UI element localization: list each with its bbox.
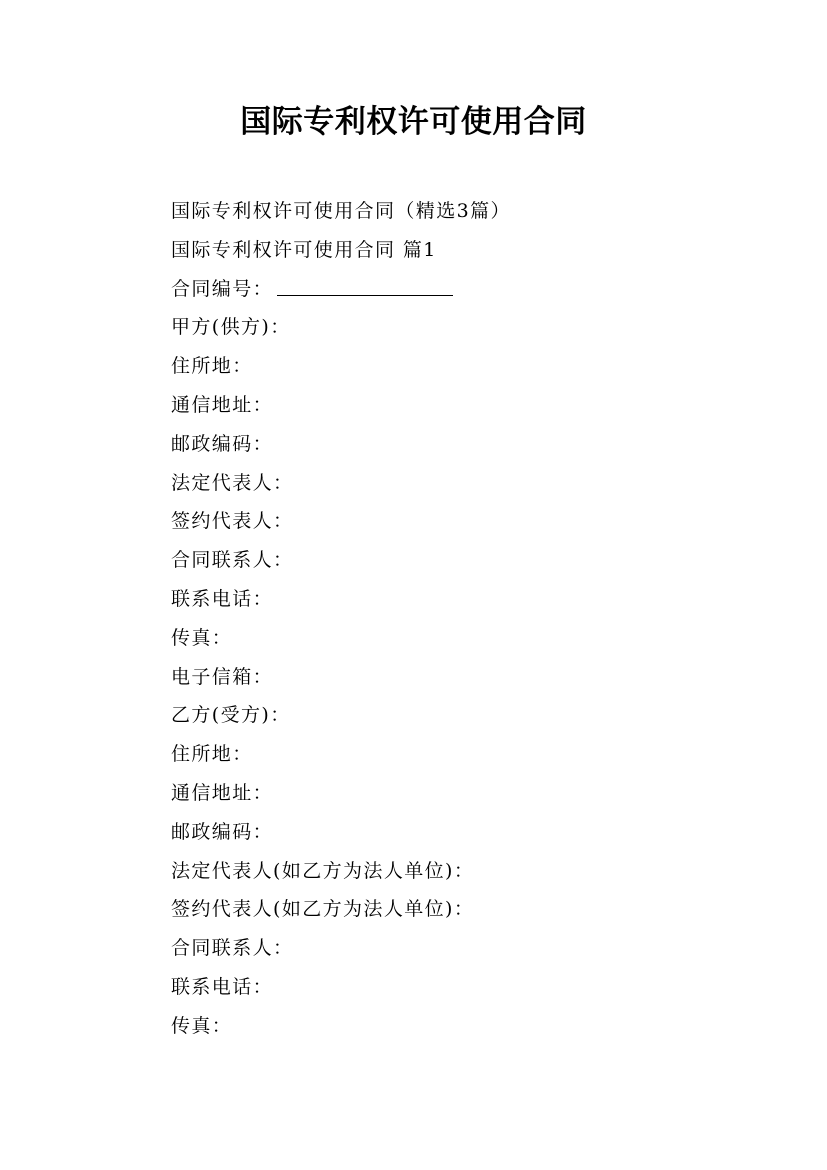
document-title: 国际专利权许可使用合同	[240, 104, 587, 140]
contract-number-label: 合同编号：	[171, 277, 274, 300]
party-b-address: 住所地：	[171, 743, 253, 766]
intro-line: 国际专利权许可使用合同（精选3篇）	[171, 200, 511, 222]
party-b-phone: 联系电话：	[171, 975, 274, 998]
party-a-phone: 联系电话：	[171, 587, 274, 610]
section-heading: 国际专利权许可使用合同 篇1	[171, 238, 437, 261]
party-b-signing-rep: 签约代表人(如乙方为法人单位)：	[171, 898, 475, 921]
party-a-legal-rep: 法定代表人：	[171, 471, 294, 494]
document-body	[171, 192, 771, 1046]
party-b-mailing-address: 通信地址：	[171, 781, 274, 804]
party-a-heading: 甲方(供方)：	[171, 316, 291, 339]
party-a-fax: 传真：	[171, 626, 233, 649]
party-a-signing-rep: 签约代表人：	[171, 510, 294, 533]
contract-number-field	[171, 270, 771, 309]
party-b-heading: 乙方(受方)：	[171, 704, 291, 727]
party-b-postal-code: 邮政编码：	[171, 820, 274, 843]
contract-number-blank	[277, 275, 453, 296]
party-a-postal-code: 邮政编码：	[171, 432, 274, 455]
party-b-legal-rep: 法定代表人(如乙方为法人单位)：	[171, 859, 475, 882]
party-a-mailing-address: 通信地址：	[171, 393, 274, 416]
party-a-address: 住所地：	[171, 355, 253, 378]
party-a-email: 电子信箱：	[171, 665, 274, 688]
party-b-contact: 合同联系人：	[171, 937, 294, 960]
party-a-contact: 合同联系人：	[171, 549, 294, 572]
party-b-fax: 传真：	[171, 1014, 233, 1037]
